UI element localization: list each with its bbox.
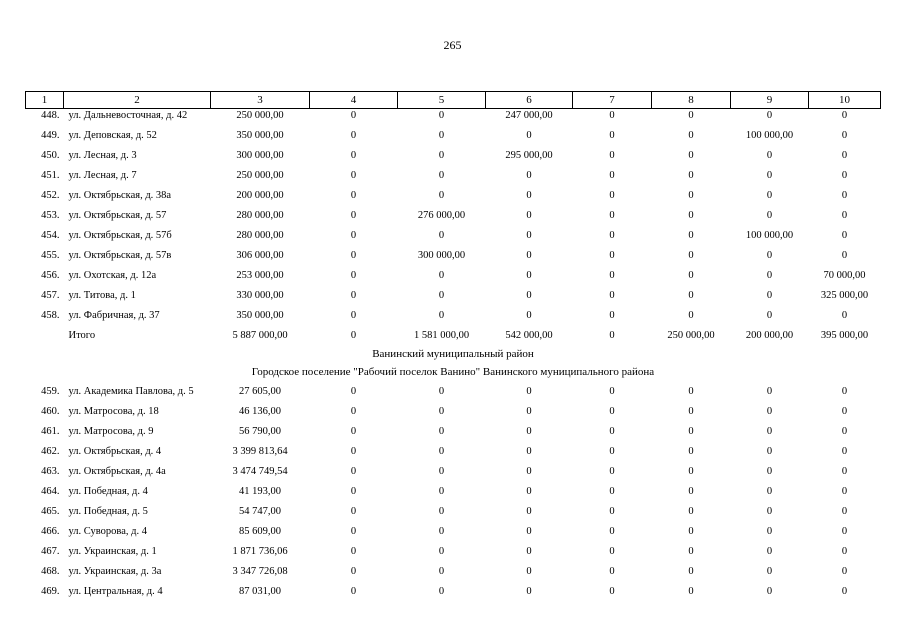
table-cell: 46 136,00: [239, 406, 281, 417]
table-cell: 0: [688, 526, 694, 537]
table-cell: 0: [526, 426, 532, 437]
table-cell: 0: [526, 270, 532, 281]
table-cell: 280 000,00: [236, 210, 284, 221]
table-cell: 462.: [41, 446, 60, 457]
table-cell: 0: [438, 270, 445, 281]
table-cell: 0: [526, 230, 532, 241]
table-cell: 3 347 726,08: [232, 566, 288, 577]
table-cell: 0: [688, 130, 694, 141]
table-cell: 0: [766, 546, 773, 557]
table-cell: 0: [438, 310, 445, 321]
table-cell: 0: [609, 190, 615, 201]
table-cell: ул. Титова, д. 1: [68, 290, 136, 301]
table-cell: 0: [841, 426, 848, 437]
table-cell: [26, 329, 64, 349]
table-cell: 0: [526, 310, 532, 321]
table-cell: 0: [841, 110, 848, 121]
table-cell: 0: [766, 210, 773, 221]
table-cell: 0: [350, 190, 357, 201]
column-header: 7: [573, 92, 652, 109]
table-cell: 542 000,00: [505, 330, 553, 341]
table-cell: 27 605,00: [239, 386, 281, 397]
table-header-row: [26, 92, 881, 109]
table-cell: 0: [688, 546, 694, 557]
settlement-header-text: Городское поселение "Рабочий поселок Ванино" Ванинского муниципального района: [251, 366, 655, 378]
table-cell: 0: [609, 290, 615, 301]
table-cell: 0: [609, 130, 615, 141]
table-cell: 0: [526, 586, 532, 597]
table-cell: 0: [350, 210, 357, 221]
table-cell: 0: [688, 506, 694, 517]
table-cell: 0: [688, 386, 694, 397]
table-cell: 0: [841, 230, 848, 241]
table-cell: 0: [766, 466, 773, 477]
table-cell: 0: [766, 290, 773, 301]
table-cell: 0: [609, 446, 615, 457]
table-cell: ул. Дальневосточная, д. 42: [68, 110, 188, 121]
table-cell: ул. Октябрьская, д. 57б: [68, 230, 172, 241]
table-cell: ул. Октябрьская, д. 57: [68, 210, 167, 221]
table-cell: 0: [438, 290, 445, 301]
table-cell: ул. Октябрьская, д. 4: [68, 446, 162, 457]
table-cell: 0: [841, 506, 848, 517]
table-cell: 0: [766, 526, 773, 537]
table-cell: 0: [766, 406, 773, 417]
table-cell: 468.: [41, 566, 60, 577]
table-cell: 0: [350, 170, 357, 181]
table-cell: 250 000,00: [667, 330, 715, 341]
table-row: [26, 309, 881, 329]
table-row: [26, 405, 881, 425]
table-cell: 0: [350, 526, 357, 537]
table-cell: 0: [841, 150, 848, 161]
table-cell: 0: [688, 230, 694, 241]
table-cell: 1 871 736,06: [232, 546, 288, 557]
table-cell: 3 399 813,64: [232, 446, 288, 457]
data-table: [25, 91, 881, 605]
table-row: [26, 209, 881, 229]
table-cell: 0: [841, 386, 848, 397]
table-cell: 100 000,00: [745, 130, 794, 141]
table-cell: 460.: [41, 406, 60, 417]
table-cell: 0: [609, 310, 615, 321]
column-header: 5: [398, 92, 486, 109]
table-cell: ул. Матросова, д. 9: [68, 426, 154, 437]
table-cell: 0: [438, 466, 445, 477]
settlement-header: [26, 367, 881, 385]
table-cell: 0: [350, 426, 357, 437]
table-cell: 0: [350, 250, 357, 261]
table-cell: 0: [841, 130, 848, 141]
table-cell: 0: [841, 170, 848, 181]
table-cell: 0: [438, 446, 445, 457]
table-cell: 0: [688, 566, 694, 577]
column-header: 8: [652, 92, 731, 109]
table-cell: 0: [841, 466, 848, 477]
column-header: 4: [310, 92, 398, 109]
table-cell: 0: [526, 406, 532, 417]
table-cell: 0: [438, 486, 445, 497]
table-cell: 0: [688, 466, 694, 477]
table-cell: 0: [688, 310, 694, 321]
table-cell: 0: [609, 386, 615, 397]
table-cell: 0: [766, 150, 773, 161]
table-cell: 0: [350, 110, 357, 121]
table-cell: 0: [688, 190, 694, 201]
table-cell: 0: [350, 130, 357, 141]
table-cell: 452.: [41, 190, 60, 201]
table-cell: 0: [766, 386, 773, 397]
table-cell: 0: [841, 526, 848, 537]
table-cell: 0: [609, 330, 615, 341]
table-row: [26, 329, 881, 349]
table-row: [26, 289, 881, 309]
table-cell: 200 000,00: [236, 190, 284, 201]
table-cell: 461.: [41, 426, 60, 437]
table-cell: 0: [766, 586, 773, 597]
table-cell: 0: [609, 426, 615, 437]
table-cell: 0: [350, 486, 357, 497]
table-cell: 0: [841, 566, 848, 577]
table-cell: 0: [841, 546, 848, 557]
table-cell: 0: [609, 546, 615, 557]
table-cell: 0: [526, 486, 532, 497]
table-cell: 0: [609, 270, 615, 281]
district-header-text: Ванинский муниципальный район: [372, 348, 534, 360]
table-cell: 0: [609, 110, 615, 121]
table-row: [26, 249, 881, 269]
table-cell: 253 000,00: [236, 270, 284, 281]
table-cell: 0: [438, 150, 445, 161]
table-cell: ул. Октябрьская, д. 4а: [68, 466, 166, 477]
table-cell: 350 000,00: [236, 310, 284, 321]
table-cell: 247 000,00: [505, 110, 553, 121]
table-cell: 0: [688, 426, 694, 437]
column-header: 10: [809, 92, 881, 109]
table-row: [26, 425, 881, 445]
table-cell: 0: [526, 546, 532, 557]
table-cell: 0: [766, 170, 773, 181]
table-cell: ул. Академика Павлова, д. 5: [68, 386, 194, 397]
table-cell: 306 000,00: [236, 250, 284, 261]
table-cell: 0: [526, 130, 532, 141]
table-cell: 454.: [41, 230, 60, 241]
table-cell: 0: [766, 566, 773, 577]
table-cell: 87 031,00: [239, 586, 281, 597]
table-cell: 451.: [41, 170, 60, 181]
table-cell: ул. Украинская, д. 1: [68, 546, 157, 557]
table-cell: 0: [526, 526, 532, 537]
table-cell: 295 000,00: [505, 150, 553, 161]
table-cell: 448.: [41, 110, 60, 121]
table-cell: 0: [350, 466, 357, 477]
table-cell: 0: [526, 290, 532, 301]
table-cell: 457.: [41, 290, 60, 301]
table-cell: 469.: [41, 586, 60, 597]
table-cell: 0: [438, 406, 445, 417]
table-cell: 0: [766, 426, 773, 437]
table-cell: 0: [841, 250, 848, 261]
table-cell: 0: [350, 506, 357, 517]
district-header: [26, 349, 881, 367]
table-cell: ул. Деповская, д. 52: [68, 130, 157, 141]
table-cell: 0: [841, 310, 848, 321]
table-cell: ул. Октябрьская, д. 57в: [68, 250, 172, 261]
table-cell: 85 609,00: [239, 526, 281, 537]
table-cell: 0: [688, 290, 694, 301]
table-cell: 0: [766, 310, 773, 321]
table-cell: 0: [841, 486, 848, 497]
table-cell: 0: [766, 486, 773, 497]
table-cell: 0: [350, 586, 357, 597]
table-cell: 0: [688, 406, 694, 417]
table-cell: Итого: [68, 330, 96, 341]
table-cell: 0: [350, 150, 357, 161]
table-cell: 56 790,00: [239, 426, 281, 437]
table-cell: ул. Охотская, д. 12а: [68, 270, 157, 281]
column-header: 1: [26, 92, 64, 109]
table-cell: 0: [688, 486, 694, 497]
table-cell: 467.: [41, 546, 60, 557]
column-header: 9: [731, 92, 809, 109]
table-cell: ул. Суворова, д. 4: [68, 526, 147, 537]
table-cell: 250 000,00: [236, 110, 284, 121]
table-cell: 0: [350, 330, 357, 341]
table-cell: 0: [841, 406, 848, 417]
table-cell: 395 000,00: [820, 330, 869, 341]
table-cell: 0: [609, 526, 615, 537]
table-cell: 0: [438, 190, 445, 201]
table-cell: 5 887 000,00: [232, 330, 288, 341]
table-cell: 0: [766, 506, 773, 517]
table-cell: 0: [350, 290, 357, 301]
table-row: [26, 269, 881, 289]
table-cell: 0: [841, 210, 848, 221]
table-cell: 0: [350, 566, 357, 577]
table-cell: ул. Победная, д. 4: [68, 486, 148, 497]
table-cell: 0: [609, 210, 615, 221]
table-cell: 54 747,00: [239, 506, 281, 517]
table-cell: 0: [350, 446, 357, 457]
table-row: [26, 565, 881, 585]
table-cell: 450.: [41, 150, 60, 161]
table-cell: 70 000,00: [823, 270, 866, 281]
table-cell: 280 000,00: [236, 230, 284, 241]
table-cell: 0: [438, 386, 445, 397]
table-cell: 0: [438, 426, 445, 437]
table-cell: 3 474 749,54: [232, 466, 288, 477]
table-cell: 0: [609, 406, 615, 417]
table-cell: 0: [350, 270, 357, 281]
table-cell: 300 000,00: [236, 150, 284, 161]
table-cell: 0: [766, 250, 773, 261]
table-cell: 0: [526, 466, 532, 477]
column-header: 6: [486, 92, 573, 109]
table-cell: 0: [609, 506, 615, 517]
table-cell: ул. Октябрьская, д. 38а: [68, 190, 172, 201]
table-cell: 0: [688, 586, 694, 597]
column-header: 3: [211, 92, 310, 109]
table-row: [26, 129, 881, 149]
table-cell: 456.: [41, 270, 60, 281]
table-row: [26, 485, 881, 505]
table-cell: 463.: [41, 466, 60, 477]
table-cell: 0: [526, 250, 532, 261]
table-cell: ул. Украинская, д. 3а: [68, 566, 162, 577]
table-cell: 0: [350, 230, 357, 241]
table-row: [26, 189, 881, 209]
table-row: [26, 149, 881, 169]
table-cell: 0: [438, 110, 445, 121]
table-cell: ул. Фабричная, д. 37: [68, 310, 160, 321]
table-cell: 0: [526, 446, 532, 457]
table-cell: 0: [350, 546, 357, 557]
table-cell: 0: [438, 130, 445, 141]
page-number: 265: [443, 38, 462, 52]
table-cell: 1 581 000,00: [413, 330, 470, 341]
table-cell: 41 193,00: [239, 486, 281, 497]
table-cell: 0: [438, 230, 445, 241]
table-cell: 0: [609, 466, 615, 477]
table-cell: 0: [841, 446, 848, 457]
table-cell: 0: [609, 586, 615, 597]
table-cell: 0: [350, 386, 357, 397]
table-cell: 455.: [41, 250, 60, 261]
table-cell: ул. Победная, д. 5: [68, 506, 148, 517]
table-row: [26, 169, 881, 189]
table-cell: 0: [609, 566, 615, 577]
table-cell: 459.: [41, 386, 60, 397]
table-cell: 0: [609, 230, 615, 241]
table-cell: 0: [609, 250, 615, 261]
table-row: [26, 545, 881, 565]
table-row: [26, 525, 881, 545]
table-cell: 0: [766, 190, 773, 201]
table-cell: 458.: [41, 310, 60, 321]
table-row: [26, 229, 881, 249]
table-cell: 325 000,00: [820, 290, 869, 301]
table-cell: 0: [609, 150, 615, 161]
table-row: [26, 385, 881, 405]
table-cell: 0: [438, 526, 445, 537]
table-cell: 276 000,00: [417, 210, 466, 221]
table-cell: 0: [526, 506, 532, 517]
table-cell: 0: [688, 250, 694, 261]
table-cell: 0: [438, 170, 445, 181]
table-cell: 0: [609, 170, 615, 181]
table-cell: 0: [438, 546, 445, 557]
table-cell: 0: [766, 446, 773, 457]
table-cell: 0: [688, 270, 694, 281]
table-cell: 100 000,00: [745, 230, 794, 241]
table-cell: 465.: [41, 506, 60, 517]
table-cell: 0: [526, 170, 532, 181]
table-row: [26, 505, 881, 525]
table-cell: 464.: [41, 486, 60, 497]
table-cell: 0: [841, 586, 848, 597]
table-cell: 0: [526, 386, 532, 397]
table-cell: 0: [609, 486, 615, 497]
table-cell: 0: [526, 210, 532, 221]
table-cell: ул. Лесная, д. 7: [68, 170, 137, 181]
table-cell: 0: [688, 150, 694, 161]
table-row: [26, 585, 881, 605]
table-cell: 0: [526, 190, 532, 201]
table-cell: 200 000,00: [745, 330, 794, 341]
column-header: 2: [64, 92, 211, 109]
table-cell: 0: [350, 310, 357, 321]
table-cell: 0: [688, 170, 694, 181]
table-cell: 0: [350, 406, 357, 417]
table-cell: 0: [438, 566, 445, 577]
table-cell: 466.: [41, 526, 60, 537]
table-cell: 449.: [41, 130, 60, 141]
table-cell: 250 000,00: [236, 170, 284, 181]
table-row: [26, 109, 881, 130]
table-row: [26, 465, 881, 485]
table-cell: 0: [526, 566, 532, 577]
table-cell: 0: [688, 210, 694, 221]
table-cell: ул. Центральная, д. 4: [68, 586, 163, 597]
table-cell: 453.: [41, 210, 60, 221]
table-row: [26, 445, 881, 465]
table-cell: 330 000,00: [236, 290, 284, 301]
table-cell: 0: [688, 446, 694, 457]
table-cell: 0: [438, 586, 445, 597]
table-cell: 0: [766, 270, 773, 281]
table-cell: ул. Лесная, д. 3: [68, 150, 137, 161]
table-body: [26, 109, 881, 606]
table-cell: 0: [841, 190, 848, 201]
table-cell: 300 000,00: [417, 250, 466, 261]
table-cell: ул. Матросова, д. 18: [68, 406, 159, 417]
table-cell: 350 000,00: [236, 130, 284, 141]
table-cell: 0: [688, 110, 694, 121]
table-cell: 0: [766, 110, 773, 121]
table-cell: 0: [438, 506, 445, 517]
